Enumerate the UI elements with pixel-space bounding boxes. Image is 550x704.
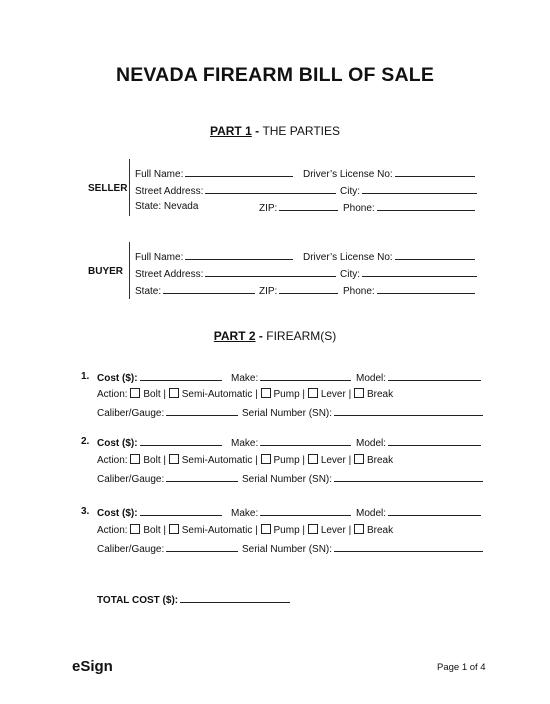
firearm-1-serial-row (242, 406, 483, 419)
firearm-3-make-row (231, 506, 351, 519)
firearm-1-serial-label: Serial Number (SN): (242, 408, 333, 419)
firearm-2-cost-row (97, 436, 222, 449)
firearm-2-pump-checkbox[interactable] (261, 454, 271, 464)
firearm-2-caliber-label: Caliber/Gauge: (97, 474, 165, 485)
firearm-3-model-label: Model: (356, 508, 387, 519)
firearm-1-model-row (356, 371, 481, 384)
firearm-2-make-row (231, 436, 351, 449)
document-title: NEVADA FIREARM BILL OF SALE (115, 64, 435, 86)
part1-name: THE PARTIES (262, 124, 341, 138)
firearm-2-model-label: Model: (356, 438, 387, 449)
total-cost-row (97, 593, 290, 606)
firearm-3-action-row (97, 524, 393, 536)
firearm-1-caliber-label: Caliber/Gauge: (97, 408, 165, 419)
firearm-3-make-label: Make: (231, 508, 259, 519)
firearm-2-bolt-checkbox[interactable] (130, 454, 140, 464)
firearm-3-sep-2: | (255, 525, 258, 536)
firearm-1-make-row (231, 371, 351, 384)
firearm-2-caliber-row (97, 472, 238, 485)
firearm-1-action-row (97, 388, 393, 400)
buyer-full-name-field[interactable] (185, 250, 293, 260)
buyer-city-row (340, 267, 477, 280)
firearm-1-cost-row (97, 371, 222, 384)
part1-dash: - (251, 124, 263, 138)
seller-street-label: Street Address: (135, 186, 204, 197)
part2-heading (0, 329, 550, 343)
total-cost-label: TOTAL COST ($): (97, 595, 179, 606)
firearm-2-serial-label: Serial Number (SN): (242, 474, 333, 485)
firearm-2-lever-checkbox[interactable] (308, 454, 318, 464)
firearm-1-lever-checkbox[interactable] (308, 388, 318, 398)
firearm-3-caliber-label: Caliber/Gauge: (97, 544, 165, 555)
firearm-3-pump-label: Pump (273, 525, 300, 536)
seller-zip-field[interactable] (279, 201, 338, 211)
firearm-3-serial-row (242, 542, 483, 555)
firearm-1-pump-checkbox[interactable] (261, 388, 271, 398)
firearm-2-action-label: Action: (97, 455, 128, 466)
firearm-3-bolt-label: Bolt (143, 525, 161, 536)
buyer-license-field[interactable] (395, 250, 475, 260)
firearm-3-semi-label: Semi-Automatic (181, 525, 253, 536)
firearm-1-sep-1: | (163, 389, 166, 400)
firearm-3-sep-1: | (163, 525, 166, 536)
firearm-1-bolt-checkbox[interactable] (130, 388, 140, 398)
buyer-phone-label: Phone: (343, 286, 375, 297)
buyer-label: BUYER (88, 266, 124, 277)
total-cost-field[interactable] (180, 593, 290, 603)
firearm-2-make-label: Make: (231, 438, 259, 449)
buyer-full-name-row (135, 250, 293, 263)
seller-full-name-row (135, 167, 293, 180)
firearm-1-semi-label: Semi-Automatic (181, 389, 253, 400)
firearm-3-make-field[interactable] (260, 506, 351, 516)
firearm-3-serial-label: Serial Number (SN): (242, 544, 333, 555)
firearm-2-make-field[interactable] (260, 436, 351, 446)
firearm-1-caliber-row (97, 406, 238, 419)
firearm-2-serial-field[interactable] (334, 472, 483, 482)
firearm-1-break-label: Break (367, 389, 394, 400)
firearm-3-lever-label: Lever (320, 525, 346, 536)
seller-full-name-field[interactable] (185, 167, 293, 177)
seller-phone-field[interactable] (377, 201, 475, 211)
seller-phone-label: Phone: (343, 203, 375, 214)
buyer-zip-row (259, 284, 338, 297)
buyer-street-field[interactable] (205, 267, 336, 277)
seller-license-label: Driver’s License No: (303, 169, 393, 180)
firearm-2-serial-row (242, 472, 483, 485)
firearm-1-lever-label: Lever (320, 389, 346, 400)
firearm-3-caliber-row (97, 542, 238, 555)
seller-city-row (340, 184, 477, 197)
firearm-3-sep-3: | (302, 525, 306, 536)
firearm-1-semi-checkbox[interactable] (169, 388, 179, 398)
seller-bracket (129, 159, 130, 216)
buyer-state-row (135, 284, 255, 297)
seller-city-field[interactable] (362, 184, 477, 194)
firearm-2-sep-2: | (255, 455, 258, 466)
firearm-3-cost-row (97, 506, 222, 519)
firearm-2-sep-1: | (163, 455, 166, 466)
buyer-license-row (303, 250, 475, 263)
firearm-1-make-label: Make: (231, 373, 259, 384)
esign-logo: eSign (72, 658, 113, 675)
firearm-3-model-field[interactable] (388, 506, 481, 516)
firearm-3-semi-checkbox[interactable] (169, 524, 179, 534)
buyer-zip-label: ZIP: (259, 286, 278, 297)
firearm-1-pump-label: Pump (273, 389, 300, 400)
seller-zip-row (259, 201, 338, 214)
buyer-state-field[interactable] (163, 284, 255, 294)
firearm-2-break-label: Break (367, 455, 394, 466)
firearm-3-break-checkbox[interactable] (354, 524, 364, 534)
seller-city-label: City: (340, 186, 360, 197)
firearm-3-break-label: Break (367, 525, 394, 536)
seller-license-row (303, 167, 475, 180)
seller-street-row (135, 184, 336, 197)
firearm-1-make-field[interactable] (260, 371, 351, 381)
firearm-2-bolt-label: Bolt (143, 455, 161, 466)
firearm-3-number: 3. (81, 506, 90, 517)
firearm-1-number: 1. (81, 371, 90, 382)
buyer-bracket (129, 242, 130, 299)
firearm-2-pump-label: Pump (273, 455, 300, 466)
buyer-city-label: City: (340, 269, 360, 280)
firearm-3-bolt-checkbox[interactable] (130, 524, 140, 534)
firearm-3-serial-field[interactable] (334, 542, 483, 552)
part2-label: PART 2 (213, 329, 256, 343)
firearm-3-sep-4: | (348, 525, 352, 536)
firearm-2-sep-4: | (348, 455, 352, 466)
firearm-3-cost-field[interactable] (140, 506, 222, 516)
firearm-2-semi-label: Semi-Automatic (181, 455, 253, 466)
firearm-2-model-row (356, 436, 481, 449)
firearm-3-cost-label: Cost ($): (97, 508, 138, 519)
firearm-2-sep-3: | (302, 455, 306, 466)
firearm-3-action-label: Action: (97, 525, 128, 536)
part1-heading (0, 124, 550, 138)
buyer-street-label: Street Address: (135, 269, 204, 280)
firearm-2-break-checkbox[interactable] (354, 454, 364, 464)
firearm-2-number: 2. (81, 436, 90, 447)
buyer-state-label: State: (135, 286, 162, 297)
firearm-1-cost-label: Cost ($): (97, 373, 138, 384)
firearm-1-action-label: Action: (97, 389, 128, 400)
seller-phone-row (343, 201, 475, 214)
firearm-2-caliber-field[interactable] (166, 472, 238, 482)
firearm-2-action-row (97, 454, 393, 466)
buyer-phone-row (343, 284, 475, 297)
seller-zip-label: ZIP: (259, 203, 278, 214)
buyer-full-name-label: Full Name: (135, 252, 184, 263)
firearm-1-sep-2: | (255, 389, 258, 400)
firearm-1-break-checkbox[interactable] (354, 388, 364, 398)
firearm-1-bolt-label: Bolt (143, 389, 161, 400)
seller-license-field[interactable] (395, 167, 475, 177)
seller-label: SELLER (88, 183, 128, 194)
buyer-license-label: Driver’s License No: (303, 252, 393, 263)
buyer-zip-field[interactable] (279, 284, 338, 294)
firearm-2-model-field[interactable] (388, 436, 481, 446)
seller-street-field[interactable] (205, 184, 336, 194)
firearm-1-sep-4: | (348, 389, 352, 400)
firearm-3-caliber-field[interactable] (166, 542, 238, 552)
seller-state: State: Nevada (135, 201, 199, 212)
firearm-2-lever-label: Lever (320, 455, 346, 466)
firearm-3-model-row (356, 506, 481, 519)
firearm-3-pump-checkbox[interactable] (261, 524, 271, 534)
part1-label: PART 1 (209, 124, 252, 138)
firearm-1-serial-field[interactable] (334, 406, 483, 416)
firearm-1-cost-field[interactable] (140, 371, 222, 381)
firearm-1-caliber-field[interactable] (166, 406, 238, 416)
firearm-1-sep-3: | (302, 389, 306, 400)
firearm-1-model-label: Model: (356, 373, 387, 384)
part2-dash: - (255, 329, 267, 343)
firearm-1-model-field[interactable] (388, 371, 481, 381)
buyer-city-field[interactable] (362, 267, 477, 277)
buyer-street-row (135, 267, 336, 280)
buyer-phone-field[interactable] (377, 284, 475, 294)
part2-name: FIREARM(S) (266, 329, 337, 343)
firearm-2-semi-checkbox[interactable] (169, 454, 179, 464)
page-number: Page 1 of 4 (437, 662, 486, 673)
firearm-3-lever-checkbox[interactable] (308, 524, 318, 534)
firearm-2-cost-label: Cost ($): (97, 438, 138, 449)
firearm-2-cost-field[interactable] (140, 436, 222, 446)
seller-full-name-label: Full Name: (135, 169, 184, 180)
